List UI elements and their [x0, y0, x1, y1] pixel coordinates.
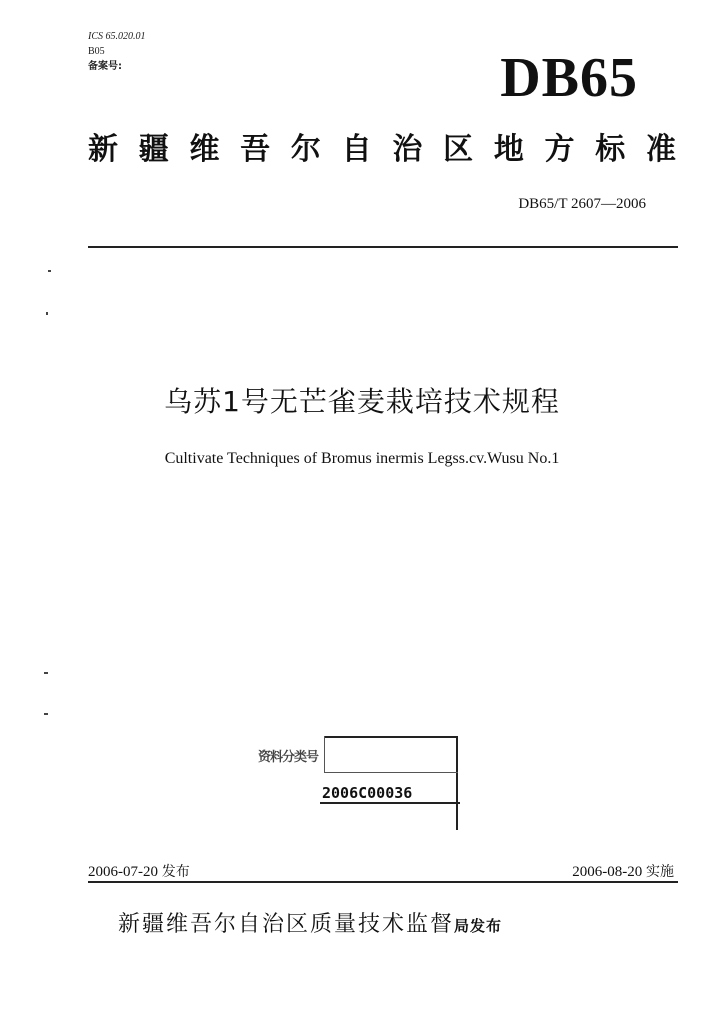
standard-type-heading: 新疆维吾尔自治区地方标准 — [88, 132, 678, 167]
issue-label: 发布 — [161, 864, 190, 880]
standard-number: DB65/T 2607—2006 — [518, 196, 646, 212]
ics-code: ICS 65.020.01 — [88, 31, 146, 42]
archive-stamp — [258, 732, 462, 832]
scan-speck — [44, 672, 48, 674]
issuing-authority — [118, 908, 638, 943]
scan-speck — [48, 270, 51, 272]
implementation-label: 实施 — [646, 864, 674, 880]
issue-date-value: 2006-07-20 — [88, 864, 158, 880]
bottom-divider — [88, 881, 678, 883]
issue-date — [88, 861, 190, 881]
scan-speck — [44, 713, 48, 715]
document-title-english: Cultivate Techniques of Bromus inermis Legss.cv.Wusu No.1 — [164, 450, 560, 467]
standard-logo: DB65 — [500, 47, 638, 109]
implementation-date-value: 2006-08-20 — [572, 864, 643, 880]
stamp-label: 资料分类号 — [258, 750, 319, 765]
issuer-suffix: 局发布 — [454, 917, 503, 935]
implementation-date — [572, 861, 674, 881]
top-divider — [88, 246, 678, 248]
document-title-chinese: 乌苏1号无芒雀麦栽培技术规程 — [164, 385, 560, 418]
ccs-code: B05 — [88, 46, 105, 57]
filing-number-label: 备案号: — [88, 61, 122, 72]
scan-speck — [46, 312, 48, 315]
issuer-name: 新疆维吾尔自治区质量技术监督 — [118, 912, 455, 937]
stamp-code: 2006C00036 — [322, 784, 413, 802]
